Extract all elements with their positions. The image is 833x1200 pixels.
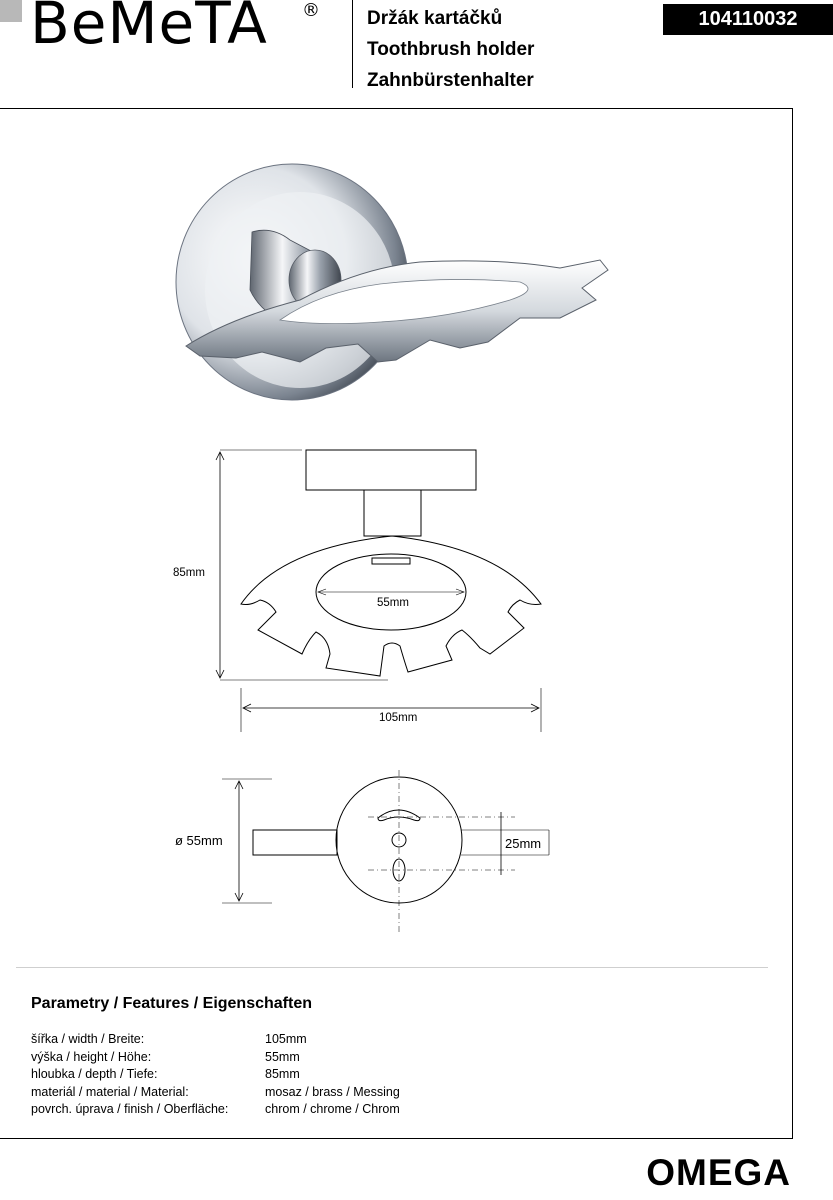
spec-label: šířka / width / Breite: [31,1032,145,1046]
spec-label: hloubka / depth / Tiefe: [31,1067,158,1081]
spec-value: 85mm [265,1067,300,1081]
spec-value: 105mm [265,1032,307,1046]
spec-row-finish [31,1101,400,1119]
spec-row-height [31,1049,400,1067]
spec-row-width [31,1031,400,1049]
product-code: 104110032 [663,4,833,35]
dim-inner-label: 55mm [377,597,409,609]
section-divider [16,967,768,968]
spec-label: povrch. úprava / finish / Oberfläche: [31,1102,229,1116]
dim-diameter-label: ø 55mm [175,833,223,848]
series-name: OMEGA [646,1152,791,1193]
spec-label: výška / height / Höhe: [31,1049,152,1064]
spec-label: materiál / material / Material: [31,1084,189,1099]
back-view-drawing [222,770,549,935]
registered-mark: ® [302,0,320,21]
title-cz: Držák kartáčků [367,8,503,29]
spec-value: 55mm [265,1049,300,1064]
product-photo [176,164,608,400]
spec-row-material [31,1084,400,1102]
features-title: Parametry / Features / Eigenschaften [31,995,312,1012]
brand-logo: BeMeTA [30,0,268,57]
dim-width-label: 105mm [379,712,418,724]
dim-height-label: 85mm [173,567,205,579]
spec-value: chrom / chrome / Chrom [265,1102,400,1116]
dim-depth-label: 25mm [505,836,542,851]
spec-table [31,1031,400,1119]
front-view-drawing [216,450,541,732]
title-de: Zahnbürstenhalter [367,70,534,91]
spec-value: mosaz / brass / Messing [265,1084,400,1099]
title-en: Toothbrush holder [367,39,535,60]
spec-row-depth [31,1066,400,1084]
